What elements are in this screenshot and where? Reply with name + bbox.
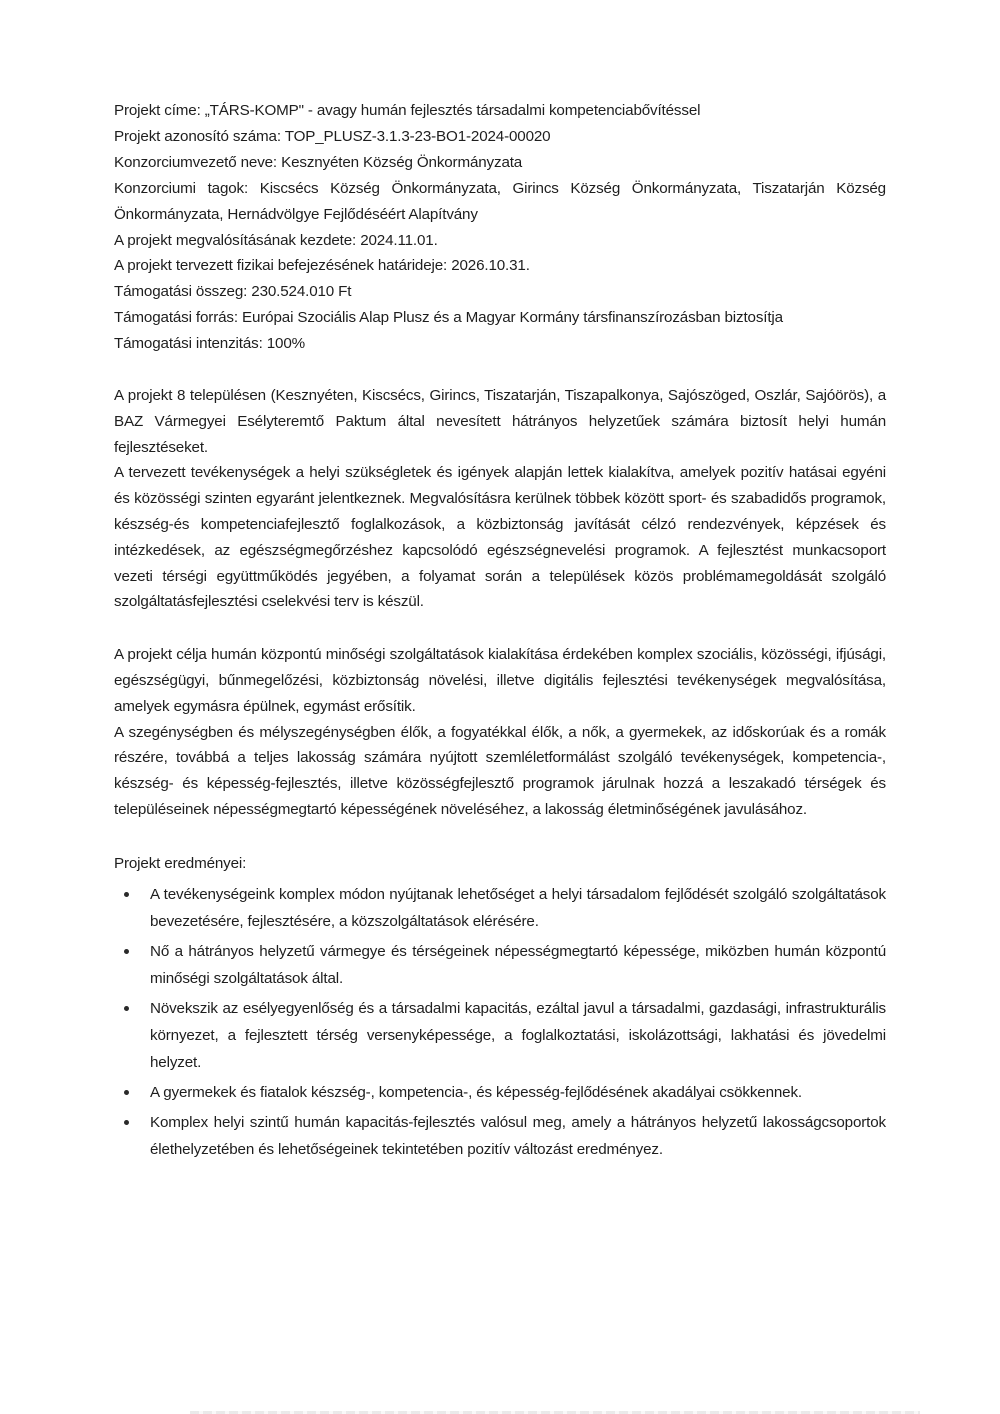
project-id-label: Projekt azonosító száma:: [114, 127, 281, 145]
consortium-lead-line: [114, 150, 886, 176]
result-item: [114, 1109, 886, 1163]
paragraph-goal: A projekt célja humán központú minőségi szolgáltatások kialakítása érdekében komplex szociális, közösségi, ifjúsági, egészségügyi, bűnmegelőzési, közbiztonság növelési, illetve digitális fejlesztési tevékenységek megvalósítása, amelyek egymásra épülnek, egymást erősítik.: [114, 646, 886, 715]
results-block: [114, 851, 886, 1163]
results-heading: Projekt eredményei:: [114, 854, 247, 872]
project-info-block: [114, 98, 886, 357]
project-id-value: TOP_PLUSZ-3.1.3-23-BO1-2024-00020: [284, 127, 551, 145]
start-date-label: A projekt megvalósításának kezdete:: [114, 231, 357, 249]
paragraph-settlements: A projekt 8 településen (Kesznyéten, Kiscsécs, Girincs, Tiszatarján, Tiszapalkonya, Sajószöged, Oszlár, Sajóörös), a BAZ Vármegyei Esélyteremtő Paktum által nevesített hátrányos helyzetűek számára biztosít helyi humán fejlesztéseket.: [114, 387, 886, 456]
bullet-icon: [124, 1006, 129, 1011]
end-date-line: [114, 253, 886, 279]
grant-source-label: Támogatási forrás:: [114, 309, 238, 327]
spacer: [114, 615, 886, 642]
grant-intensity-label: Támogatási intenzitás:: [114, 335, 263, 353]
bullet-icon: [124, 1120, 129, 1125]
grant-intensity-value: 100%: [266, 335, 305, 353]
description-block-2: [114, 642, 886, 823]
end-date-value: 2026.10.31.: [451, 257, 530, 275]
result-item: [114, 1079, 886, 1106]
result-text: A gyermekek és fiatalok készség-, kompetencia-, és képesség-fejlődésének akadályai csökkennek.: [150, 1083, 802, 1101]
bullet-icon: [124, 892, 129, 897]
spacer: [114, 823, 886, 851]
consortium-members-label: Konzorciumi tagok:: [114, 179, 249, 197]
paragraph-activities: A tervezett tevékenységek a helyi szükségletek és igények alapján lettek kialakítva, amelyek pozitív hatásai egyéni és közösségi szinten egyaránt jelentkeznek. Megvalósításra kerülnek többek között sport- és szabadidős programok, készség-és kompetenciafejlesztő foglalkozások, a közbiztonság javítását célzó rendezvények, képzések és intézkedések, az egészségmegőrzéshez kapcsolódó egészségnevelési programok. A fejlesztést munkacsoport vezeti térségi együttműködés jegyében, a folyamat során a települések közös problémamegoldását szolgáló szolgáltatásfejlesztési cselekvési terv is készül.: [114, 464, 886, 611]
start-date-value: 2024.11.01.: [360, 231, 438, 249]
result-item: [114, 938, 886, 992]
project-title-line: [114, 98, 886, 124]
result-text: Nő a hátrányos helyzetű vármegye és térségeinek népességmegtartó képessége, miközben humán központú minőségi szolgáltatások által.: [150, 942, 886, 987]
paragraph-target-groups: A szegénységben és mélyszegénységben élők, a fogyatékkal élők, a nők, a gyermekek, az időskorúak és a romák részére, továbbá a teljes lakosság számára nyújtott szemléletformálást szolgáló tevékenységek, kompetencia-, készség- és képesség-fejlesztés, illetve közösségfejlesztő programok járulnak hozzá a leszakadó térségek és településeinek népességmegtartó képességének növeléséhez, a lakosság életminőségének javulásához.: [114, 723, 886, 819]
consortium-lead-value: Kesznyéten Község Önkormányzata: [281, 153, 523, 171]
grant-amount-value: 230.524.010 Ft: [251, 283, 352, 301]
bullet-icon: [124, 1090, 129, 1095]
grant-source-line: [114, 305, 886, 331]
consortium-members-value: Kiscsécs Község Önkormányzata, Girincs Község Önkormányzata, Tiszatarján Község Önkormányzata, Hernádvölgye Fejlődéséért Alapítvány: [114, 179, 886, 223]
consortium-lead-label: Konzorciumvezető neve:: [114, 153, 278, 171]
consortium-members-line: [114, 176, 886, 228]
grant-amount-label: Támogatási összeg:: [114, 283, 248, 301]
result-item: [114, 995, 886, 1076]
end-date-label: A projekt tervezett fizikai befejezésének határideje:: [114, 257, 448, 275]
bullet-icon: [124, 949, 129, 954]
grant-amount-line: [114, 279, 886, 305]
start-date-line: [114, 228, 886, 254]
spacer: [114, 357, 886, 383]
result-text: Komplex helyi szintű humán kapacitás-fejlesztés valósul meg, amely a hátrányos helyzetű lakosságcsoportok élethelyzetében és lehetőségeinek tekintetében pozitív változást eredményez.: [150, 1113, 886, 1158]
project-title-label: Projekt címe:: [114, 102, 201, 119]
grant-source-value: Európai Szociális Alap Plusz és a Magyar Kormány társfinanszírozásban biztosítja: [242, 309, 783, 327]
project-title-value: „TÁRS-KOMP" - avagy humán fejlesztés társadalmi kompetenciabővítéssel: [204, 102, 701, 119]
grant-intensity-line: [114, 331, 886, 357]
document-content: [114, 98, 886, 1166]
results-list: [114, 881, 886, 1163]
result-item: [114, 881, 886, 935]
project-id-line: [114, 124, 886, 150]
description-block-1: [114, 383, 886, 615]
result-text: Növekszik az esélyegyenlőség és a társadalmi kapacitás, ezáltal javul a társadalmi, gazdasági, infrastrukturális környezet, a fejlesztett térség versenyképessége, a foglalkoztatási, iskolázottsági, lakhatási és jövedelmi helyzet.: [150, 999, 886, 1071]
result-text: A tevékenységeink komplex módon nyújtanak lehetőséget a helyi társadalom fejlődését szolgáló szolgáltatások bevezetésére, fejlesztésére, a közszolgáltatások elérésére.: [150, 885, 886, 930]
